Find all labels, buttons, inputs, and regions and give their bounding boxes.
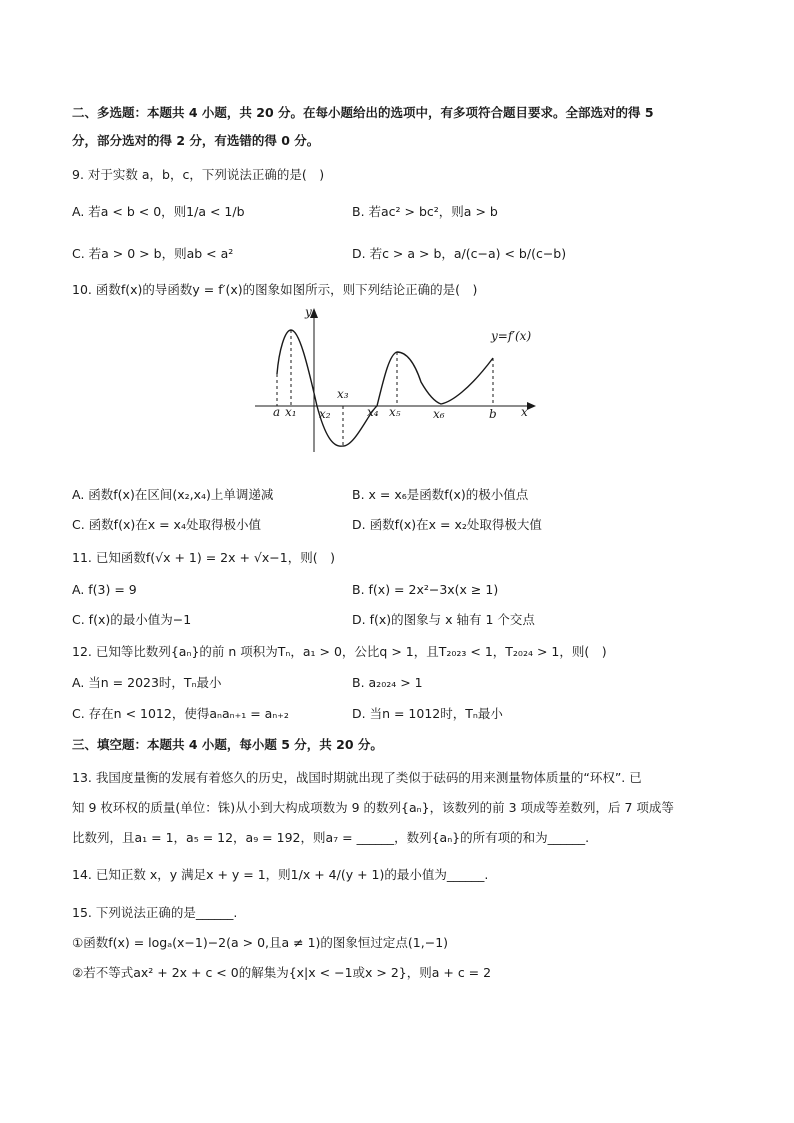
q13-line2: 知 9 枚环权的质量(单位：铢)从小到大构成项数为 9 的数列{aₙ}，该数列的前 3 项成等差数列，后 7 项成等: [72, 800, 674, 815]
q12-option-a: A. 当n = 2023时，Tₙ最小: [72, 675, 222, 690]
q12-option-b: B. a₂₀₂₄ > 1: [352, 675, 423, 690]
x-axis-arrow: [527, 402, 536, 410]
q10-option-d: D. 函数f(x)在x = x₂处取得极大值: [352, 517, 542, 532]
curve-label: y=f′(x): [491, 329, 532, 343]
section2-heading-line2: 分，部分选对的得 2 分，有选错的得 0 分。: [72, 133, 320, 148]
q11-option-d: D. f(x)的图象与 x 轴有 1 个交点: [352, 612, 535, 627]
label-x2: x₂: [319, 407, 331, 421]
q15-item2: ②若不等式ax² + 2x + c < 0的解集为{x|x < −1或x > 2}，则a + c = 2: [72, 965, 492, 980]
section2-heading-line1: 二、多选题：本题共 4 小题，共 20 分。在每小题给出的选项中，有多项符合题目要求。全部选对的得 5: [72, 105, 654, 120]
label-a: a: [273, 405, 281, 419]
q12-option-c: C. 存在n < 1012，使得aₙaₙ₊₁ = aₙ₊₂: [72, 706, 289, 721]
q9-option-b: B. 若ac² > bc²，则a > b: [352, 204, 498, 219]
q12-option-d: D. 当n = 1012时，Tₙ最小: [352, 706, 503, 721]
q12-stem: 12. 已知等比数列{aₙ}的前 n 项积为Tₙ，a₁ > 0，公比q > 1，且T₂₀₂₃ < 1，T₂₀₂₄ > 1，则( ): [72, 644, 607, 659]
q10-option-c: C. 函数f(x)在x = x₄处取得极小值: [72, 517, 261, 532]
section3-heading: 三、填空题：本题共 4 小题，每小题 5 分，共 20 分。: [72, 737, 383, 752]
q9-option-a: A. 若a < b < 0，则1/a < 1/b: [72, 204, 245, 219]
q9-option-d: D. 若c > a > b，a/(c−a) < b/(c−b): [352, 246, 567, 261]
label-b: b: [489, 407, 497, 421]
q10-option-a: A. 函数f(x)在区间(x₂,x₄)上单调递减: [72, 487, 274, 502]
q14-stem: 14. 已知正数 x，y 满足x + y = 1，则1/x + 4/(y + 1)的最小值为______.: [72, 867, 489, 882]
q13-line1: 13. 我国度量衡的发展有着悠久的历史，战国时期就出现了类似于砝码的用来测量物体质量的“环权”. 已: [72, 770, 642, 785]
q13-line3: 比数列，且a₁ = 1，a₅ = 12，a₉ = 192，则a₇ = ______，数列{aₙ}的所有项的和为______.: [72, 830, 590, 845]
q9-option-c: C. 若a > 0 > b，则ab < a²: [72, 246, 234, 261]
q11-option-c: C. f(x)的最小值为−1: [72, 612, 192, 627]
label-x5: x₅: [389, 405, 401, 419]
derivative-graph: [255, 302, 540, 454]
q11-stem: 11. 已知函数f(√x + 1) = 2x + √x−1，则( ): [72, 550, 335, 565]
derivative-curve: [277, 330, 493, 446]
y-axis-label: y: [305, 305, 312, 319]
label-x1: x₁: [285, 405, 297, 419]
q15-item1: ①函数f(x) = logₐ(x−1)−2(a > 0,且a ≠ 1)的图象恒过定点(1,−1): [72, 935, 449, 950]
label-x3: x₃: [337, 387, 349, 401]
q11-option-a: A. f(3) = 9: [72, 582, 137, 597]
label-x6: x₆: [433, 407, 445, 421]
x-axis-label: x: [521, 405, 528, 419]
q11-option-b: B. f(x) = 2x²−3x(x ≥ 1): [352, 582, 499, 597]
q15-stem: 15. 下列说法正确的是______.: [72, 905, 238, 920]
label-x4: x₄: [367, 405, 379, 419]
q9-stem: 9. 对于实数 a，b，c，下列说法正确的是( ): [72, 167, 325, 182]
q10-option-b: B. x = x₆是函数f(x)的极小值点: [352, 487, 529, 502]
q10-stem: 10. 函数f(x)的导函数y = f′(x)的图象如图所示，则下列结论正确的是( ): [72, 282, 478, 297]
